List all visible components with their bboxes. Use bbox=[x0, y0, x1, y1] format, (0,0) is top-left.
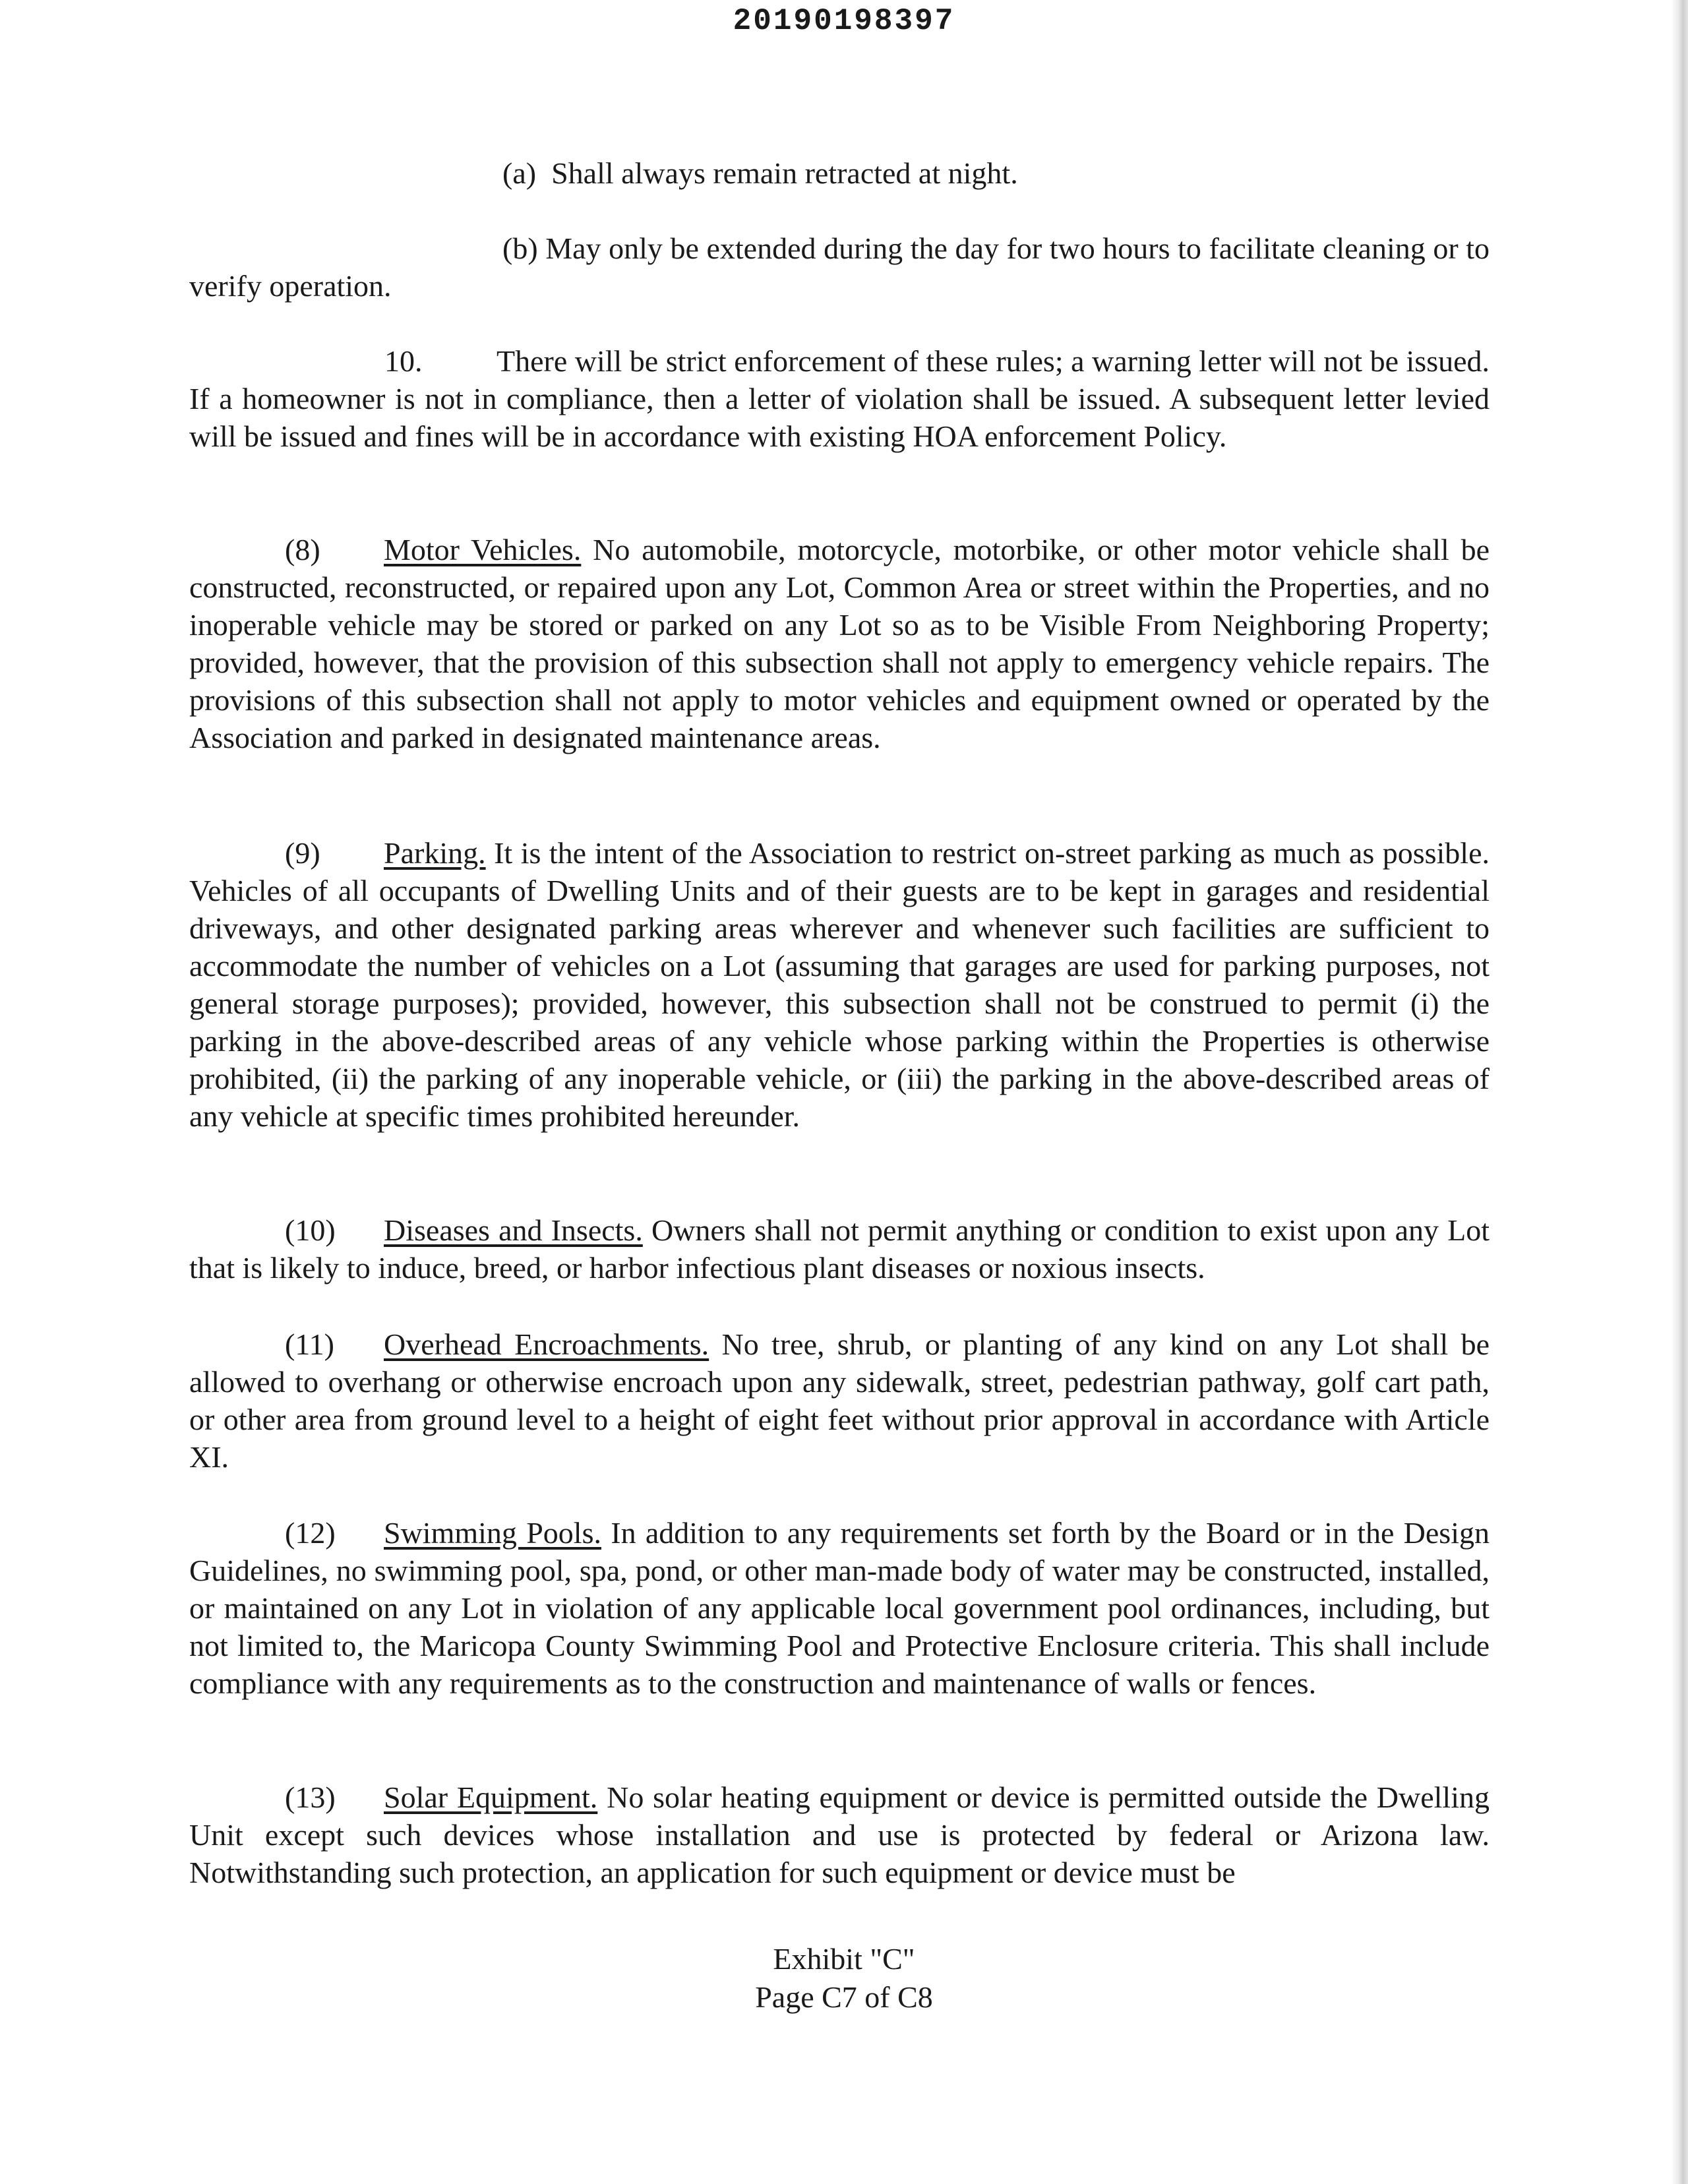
section-12-number: (12) bbox=[285, 1516, 336, 1550]
section-8-number: (8) bbox=[285, 533, 320, 566]
section-13-number: (13) bbox=[285, 1780, 336, 1814]
item-10-text: There will be strict enforcement of these rules; a warning letter will not be issued. If a homeowner is not in compliance, then a letter of violation shall be issued. A subsequent letter levied will be issued and fines will be in accordance with existing HOA enforcement Policy. bbox=[189, 344, 1490, 453]
section-13 bbox=[189, 1778, 1490, 1891]
section-11 bbox=[189, 1325, 1490, 1476]
document-number: 20190198397 bbox=[733, 4, 955, 38]
section-10-text: Owners shall not permit anything or condition to exist upon any Lot that is likely to induce, breed, or harbor infectious plant diseases or noxious insects. bbox=[189, 1213, 1490, 1285]
page-number: Page C7 of C8 bbox=[755, 1980, 933, 2014]
section-8 bbox=[189, 531, 1490, 756]
item-10 bbox=[189, 342, 1490, 455]
section-9-title: Parking. bbox=[384, 836, 486, 870]
section-12-text: In addition to any requirements set forth by the Board or in the Design Guidelines, no swimming pool, spa, pond, or other man-made body of water may be constructed, installed, or maintained on any Lot in violation of any applicable local government pool ordinances, including, but not limited to, the Maricopa County Swimming Pool and Protective Enclosure criteria. This shall include compliance with any requirements as to the construction and maintenance of walls or fences. bbox=[189, 1516, 1490, 1700]
section-8-title: Motor Vehicles. bbox=[384, 533, 582, 566]
section-9 bbox=[189, 834, 1490, 1135]
section-11-number: (11) bbox=[285, 1327, 334, 1361]
section-12 bbox=[189, 1514, 1490, 1702]
item-b-text: May only be extended during the day for two hours to facilitate cleaning or to verify operation. bbox=[189, 231, 1490, 303]
section-10-title: Diseases and Insects. bbox=[384, 1213, 643, 1247]
section-10 bbox=[189, 1211, 1490, 1287]
exhibit-label: Exhibit "C" bbox=[773, 1942, 915, 1976]
item-a-text: Shall always remain retracted at night. bbox=[551, 156, 1018, 190]
section-13-title: Solar Equipment. bbox=[384, 1780, 598, 1814]
section-13-text: No solar heating equipment or device is permitted outside the Dwelling Unit except such devices whose installation and use is protected by federal or Arizona law. Notwithstanding such protection, an application for such equipment or device must be bbox=[189, 1780, 1490, 1889]
section-10-number: (10) bbox=[285, 1213, 336, 1247]
page-footer bbox=[0, 1940, 1688, 2017]
section-11-title: Overhead Encroachments. bbox=[384, 1327, 709, 1361]
section-9-text: It is the intent of the Association to restrict on-street parking as much as possible. Vehicles of all occupants of Dwelling Units and of their guests are to be kept in garages and residential driveways, and other designated parking areas wherever and whenever such facilities are sufficient to accommodate the number of vehicles on a Lot (assuming that garages are used for parking purposes, not general storage purposes); provided, however, this subsection shall not be construed to permit (i) the parking in the above-described areas of any vehicle whose parking within the Properties is otherwise prohibited, (ii) the parking of any inoperable vehicle, or (iii) the parking in the above-described areas of any vehicle at specific times prohibited hereunder. bbox=[189, 836, 1490, 1133]
section-8-text: No automobile, motorcycle, motorbike, or other motor vehicle shall be constructed, reconstructed, or repaired upon any Lot, Common Area or street within the Properties, and no inoperable vehicle may be stored or parked on any Lot so as to be Visible From Neighboring Property; provided, however, that the provision of this subsection shall not apply to emergency vehicle repairs. The provisions of this subsection shall not apply to motor vehicles and equipment owned or operated by the Association and parked in designated maintenance areas. bbox=[189, 533, 1490, 754]
section-9-number: (9) bbox=[285, 836, 320, 870]
item-10-label: 10. bbox=[384, 344, 423, 378]
item-a bbox=[502, 154, 1018, 192]
item-b-label: (b) bbox=[502, 231, 538, 265]
section-11-text: No tree, shrub, or planting of any kind on any Lot shall be allowed to overhang or otherwise encroach upon any sidewalk, street, pedestrian pathway, golf cart path, or other area from ground level to a height of eight feet without prior approval in accordance with Article XI. bbox=[189, 1327, 1490, 1474]
item-b bbox=[189, 229, 1490, 305]
item-a-label: (a) bbox=[502, 156, 537, 190]
section-12-title: Swimming Pools. bbox=[384, 1516, 601, 1550]
